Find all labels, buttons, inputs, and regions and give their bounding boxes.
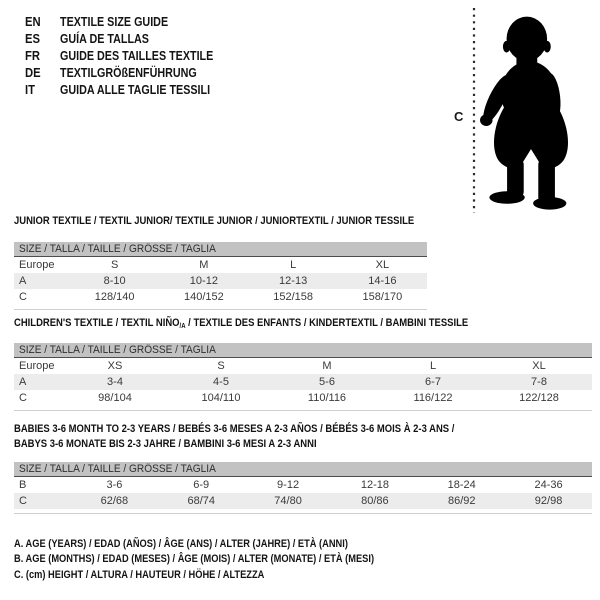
table-cell: 158/170: [362, 291, 403, 303]
footnote-c-text: C. (cm) HEIGHT / ALTURA / HAUTEUR / HÖHE / ALTEZZA: [14, 568, 265, 581]
table-row-height: [14, 390, 592, 406]
language-row-it: [25, 82, 238, 99]
footnote-b: [14, 553, 433, 568]
language-list: [25, 13, 238, 99]
table-row-age: [14, 273, 427, 289]
row-label: C: [19, 392, 27, 404]
footnote-b-text: B. AGE (MONTHS) / EDAD (MESES) / ÂGE (MOIS) / ALTER (MONATE) / ETÀ (MESI): [14, 553, 375, 566]
row-label: C: [19, 495, 27, 507]
height-measure-label: C: [454, 109, 464, 124]
table-cell: 18-24: [447, 479, 476, 491]
row-label: A: [19, 275, 27, 287]
footnote-c: [14, 569, 433, 584]
table-cell: 12-13: [279, 275, 308, 287]
language-title: TEXTILE SIZE GUIDE: [60, 14, 169, 29]
table-cell: 9-12: [277, 479, 300, 491]
table-cell: XL: [375, 259, 390, 271]
height-measure-dotted-line: [472, 8, 476, 213]
table-cell: L: [290, 259, 297, 271]
table-cell: 5-6: [319, 376, 335, 388]
title-prefix: CHILDREN'S TEXTILE / TEXTIL NIÑO: [14, 317, 180, 329]
language-row-es: [25, 30, 238, 47]
language-code: ES: [25, 31, 41, 46]
table-cell: 7-8: [531, 376, 547, 388]
table-row-europe: [14, 358, 592, 374]
language-code: IT: [25, 83, 35, 98]
table-cell: 128/140: [94, 291, 135, 303]
table-cell: L: [429, 360, 437, 372]
table-cell: 4-5: [213, 376, 229, 388]
row-label: C: [19, 291, 27, 303]
row-label: Europe: [19, 360, 55, 372]
language-title: GUIDA ALLE TAGLIE TESSILI: [60, 83, 211, 98]
table-cell: XL: [532, 360, 546, 372]
babies-title-line2: BABYS 3-6 MONATE BIS 2-3 JAHRE / BAMBINI 3-6 MESI A 2-3 ANNI: [14, 438, 317, 450]
table-cell: S: [110, 259, 119, 271]
table-cell: 92/98: [534, 495, 563, 507]
table-cell: XS: [107, 360, 123, 372]
language-code: EN: [25, 14, 41, 29]
junior-table-title-text: JUNIOR TEXTILE / TEXTIL JUNIOR/ TEXTILE JUNIOR / JUNIORTEXTIL / JUNIOR TESSILE: [14, 215, 415, 227]
language-code: DE: [25, 66, 41, 81]
babies-title-line1: BABIES 3-6 MONTH TO 2-3 YEARS / BEBÉS 3-6 MESES A 2-3 AÑOS / BÉBÉS 3-6 MOIS À 2-3 ANS /: [14, 423, 455, 435]
table-cell: 14-16: [368, 275, 397, 287]
row-label: B: [19, 479, 27, 491]
table-row-height: [14, 493, 592, 509]
table-cell: 6-9: [193, 479, 210, 491]
footnotes: [14, 538, 433, 584]
language-row-en: [25, 13, 238, 30]
size-header-row: [14, 462, 592, 477]
table-cell: 74/80: [274, 495, 302, 507]
size-header-label: SIZE / TALLA / TAILLE / GRÖSSE / TAGLIA: [19, 463, 216, 475]
table-cell: 116/122: [413, 392, 453, 404]
table-row-height: [14, 289, 427, 305]
language-title: GUIDE DES TAILLES TEXTILE: [60, 48, 214, 63]
table-cell: 152/158: [273, 291, 313, 303]
size-header-label: SIZE / TALLA / TAILLE / GRÖSSE / TAGLIA: [19, 344, 216, 356]
children-size-table: [14, 343, 592, 411]
table-cell: 8-10: [103, 275, 126, 287]
language-row-de: [25, 65, 238, 82]
table-cell: 80/86: [361, 495, 389, 507]
children-table-title-text: [14, 317, 468, 330]
junior-table-title: [14, 215, 479, 227]
language-title: TEXTILGRÖßENFÜHRUNG: [60, 66, 197, 81]
table-cell: 6-7: [425, 376, 441, 388]
table-cell: 140/152: [183, 291, 224, 303]
junior-size-table: [14, 242, 427, 310]
children-table-title: [14, 317, 542, 330]
language-code: FR: [25, 48, 41, 63]
table-row-months: [14, 477, 592, 493]
size-header-row: [14, 242, 427, 257]
table-cell: 24-36: [534, 479, 563, 491]
table-cell: 110/116: [307, 392, 347, 404]
table-cell: S: [217, 360, 225, 372]
language-row-fr: [25, 47, 238, 64]
title-suffix: / TEXTILE DES ENFANTS / KINDERTEXTIL / BAMBINI TESSILE: [185, 317, 469, 329]
language-title: GUÍA DE TALLAS: [60, 31, 149, 46]
footnote-a-text: A. AGE (YEARS) / EDAD (AÑOS) / ÂGE (ANS) / ALTER (JAHRE) / ETÀ (ANNI): [14, 538, 348, 550]
babies-table-title: [14, 422, 526, 452]
table-cell: M: [322, 360, 332, 372]
table-cell: 68/74: [187, 495, 215, 507]
table-cell: 122/128: [519, 392, 559, 404]
table-cell: 3-6: [106, 479, 123, 491]
row-label: A: [19, 376, 27, 388]
table-cell: M: [199, 259, 209, 271]
babies-size-table: [14, 462, 592, 514]
table-cell: 98/104: [98, 392, 132, 404]
baby-silhouette-icon: [479, 7, 583, 212]
row-label: Europe: [19, 259, 55, 271]
table-row-europe: [14, 257, 427, 273]
table-row-age: [14, 374, 592, 390]
table-cell: 62/68: [100, 495, 129, 507]
table-cell: 104/110: [201, 392, 241, 404]
footnote-a: [14, 538, 433, 553]
table-cell: 86/92: [447, 495, 476, 507]
table-cell: 3-4: [107, 376, 123, 388]
title-subscript: /A: [179, 323, 186, 330]
size-header-row: [14, 343, 592, 358]
size-header-label: SIZE / TALLA / TAILLE / GRÖSSE / TAGLIA: [19, 243, 216, 255]
table-cell: 12-18: [360, 479, 389, 491]
table-cell: 10-12: [189, 275, 218, 287]
